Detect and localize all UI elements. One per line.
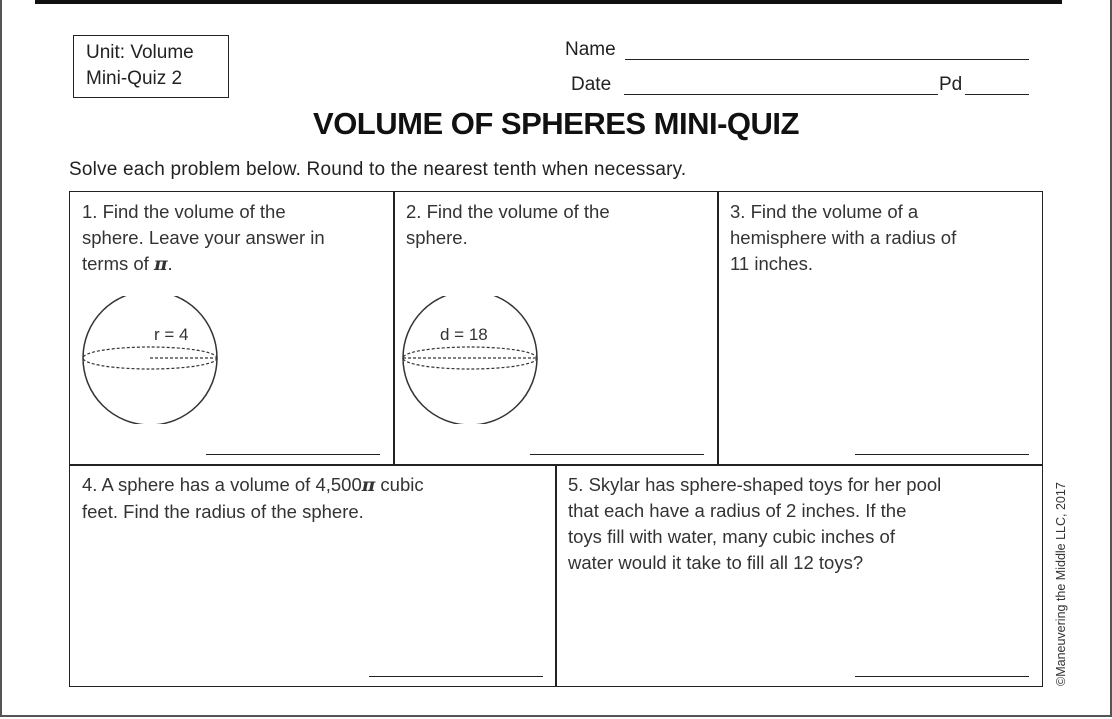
name-line[interactable]	[625, 59, 1029, 60]
problem-3-line-2: hemisphere with a radius of	[730, 227, 957, 248]
problem-2-text	[406, 199, 610, 251]
page-title: VOLUME OF SPHERES MINI-QUIZ	[313, 106, 799, 141]
problem-2-line-2: sphere.	[406, 227, 468, 248]
problem-1-line-3	[82, 251, 325, 278]
problem-5-line-3: toys fill with water, many cubic inches of	[568, 526, 895, 547]
pi-symbol: π	[153, 254, 168, 275]
period-label: Pd	[939, 74, 963, 95]
problem-2-line-1: 2. Find the volume of the	[406, 201, 610, 222]
sphere-2-diameter-label: d = 18	[440, 325, 488, 344]
problem-3-line-3: 11 inches.	[730, 253, 813, 274]
problem-4-line-2: feet. Find the radius of the sphere.	[82, 501, 364, 522]
unit-label: Unit: Volume	[86, 42, 194, 63]
quiz-label: Mini-Quiz 2	[86, 68, 183, 89]
answer-line-5[interactable]	[855, 676, 1029, 677]
problem-3-text	[730, 199, 956, 277]
answer-line-4[interactable]	[369, 676, 543, 677]
problem-5-line-2: that each have a radius of 2 inches. If the	[568, 500, 907, 521]
date-label: Date	[571, 74, 612, 95]
problem-4-line-1	[82, 472, 424, 499]
problem-4-line-1-suffix: cubic	[375, 474, 424, 495]
sphere-2-figure	[400, 296, 542, 424]
pi-symbol: π	[361, 475, 376, 496]
date-line[interactable]	[624, 94, 938, 95]
date-field[interactable]	[571, 74, 611, 96]
sphere-1-radius-label: r = 4	[154, 325, 189, 344]
problem-1-text	[82, 199, 325, 278]
answer-line-3[interactable]	[855, 454, 1029, 455]
problem-3-line-1: 3. Find the volume of a	[730, 201, 919, 222]
problem-1-line-2: sphere. Leave your answer in	[82, 227, 325, 248]
period-line[interactable]	[965, 94, 1029, 95]
instructions: Solve each problem below. Round to the nearest tenth when necessary.	[69, 159, 687, 180]
problem-1-line-3-suffix: .	[167, 253, 173, 274]
period-field[interactable]	[939, 74, 962, 96]
problem-4-text	[82, 472, 424, 525]
problem-1-line-3-prefix: terms of	[82, 253, 154, 274]
copyright-notice: ©Maneuvering the Middle LLC, 2017	[1054, 482, 1068, 686]
sphere-1-figure	[80, 296, 222, 424]
name-label: Name	[565, 39, 616, 60]
sphere-1-outline	[83, 296, 217, 424]
problem-5-text	[568, 472, 941, 576]
unit-box	[73, 35, 229, 98]
answer-line-1[interactable]	[206, 454, 380, 455]
top-rule	[35, 0, 1062, 4]
sphere-2-outline	[403, 296, 537, 424]
problem-5-line-4: water would it take to fill all 12 toys?	[568, 552, 864, 573]
problem-1-line-1: 1. Find the volume of the	[82, 201, 286, 222]
problem-4-line-1-prefix: 4. A sphere has a volume of 4,500	[82, 474, 362, 495]
problem-5-line-1: 5. Skylar has sphere-shaped toys for her pool	[568, 474, 942, 495]
name-field[interactable]	[565, 39, 616, 61]
answer-line-2[interactable]	[530, 454, 704, 455]
